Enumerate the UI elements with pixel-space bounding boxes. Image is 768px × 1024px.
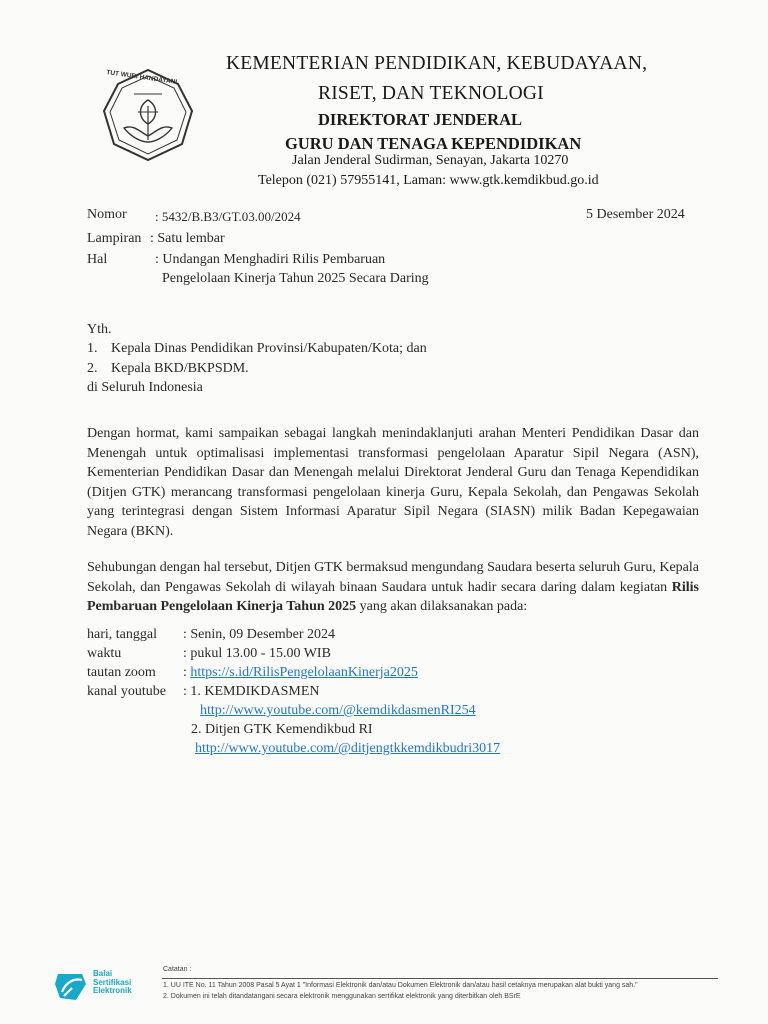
schedule-day-label: hari, tanggal	[87, 627, 157, 642]
bsre-logo-icon	[52, 968, 90, 1004]
schedule-zoom-label: tautan zoom	[87, 665, 156, 680]
schedule-day-value: : Senin, 09 Desember 2024	[183, 627, 336, 642]
letter-date: 5 Desember 2024	[586, 207, 685, 222]
youtube-link-2[interactable]: http://www.youtube.com/@ditjengtkkemdikbudri3017	[195, 741, 501, 756]
hal-value-line2: Pengelolaan Kinerja Tahun 2025 Secara Daring	[162, 271, 429, 286]
youtube-channel-1: : 1. KEMDIKDASMEN	[183, 684, 320, 699]
nomor-label: Nomor	[87, 207, 127, 222]
event-name: Rilis Pembaruan Pengelolaan Kinerja Tahun 2025	[87, 579, 699, 614]
youtube-channel-2: 2. Ditjen GTK Kemendikbud RI	[191, 722, 373, 737]
recipient-2-number: 2.	[87, 361, 98, 376]
letterhead-contact: Telepon (021) 57955141, Laman: www.gtk.kemdikbud.go.id	[258, 173, 599, 188]
lampiran-label: Lampiran	[87, 231, 142, 246]
recipient-1-number: 1.	[87, 341, 98, 356]
hal-label: Hal	[87, 252, 108, 267]
ministry-name-line2: RISET, DAN TEKNOLOGI	[318, 83, 544, 104]
yth: Yth.	[87, 322, 112, 337]
schedule-time-value: : pukul 13.00 - 15.00 WIB	[183, 646, 331, 661]
footer-catatan: Catatan :	[163, 966, 192, 973]
recipient-1: Kepala Dinas Pendidikan Provinsi/Kabupaten/Kota; dan	[111, 341, 427, 356]
directorate-line2: GURU DAN TENAGA KEPENDIDIKAN	[285, 134, 582, 153]
schedule-youtube-label: kanal youtube	[87, 684, 166, 699]
footer-note-2: 2. Dokumen ini telah ditandatangani secara elektronik menggunakan sertifikat elektronik yang diterbitkan oleh BSrE	[163, 993, 521, 1000]
recipient-2: Kepala BKD/BKPSDM.	[111, 361, 249, 376]
directorate-line1: DIREKTORAT JENDERAL	[318, 110, 523, 129]
footer-note-1: 1. UU ITE No. 11 Tahun 2008 Pasal 5 Ayat 1 "Informasi Elektronik dan/atau Dokumen Elektronik dan/atau hasil cetaknya merupakan alat bukti yang sah."	[163, 982, 638, 989]
hal-value-line1: : Undangan Menghadiri Rilis Pembaruan	[155, 252, 386, 267]
body-paragraph-1: Dengan hormat, kami sampaikan sebagai langkah menindaklanjuti arahan Menteri Pendidikan Dasar dan Menengah untuk optimalisasi implementasi transformasi pengelolaan Aparatur Sipil Negara (ASN), Kementerian Pendidikan Dasar dan Menengah melalui Direktorat Jenderal Guru dan Tenaga Kependidikan (Ditjen GTK) merancang transformasi pengelolaan kinerja Guru, Kepala Sekolah, dan Pengawas Sekolah yang terintegrasi dengan Sistem Informasi Aparatur Sipil Negara (SIASN) milik Badan Kepegawaian Negara (BKN).	[87, 426, 699, 539]
recipient-location: di Seluruh Indonesia	[87, 380, 203, 395]
letterhead-address: Jalan Jenderal Sudirman, Senayan, Jakarta 10270	[292, 153, 569, 168]
footer-divider	[162, 978, 718, 979]
lampiran-value: : Satu lembar	[150, 231, 225, 246]
nomor-value: : 5432/B.B3/GT.03.00/2024	[155, 209, 301, 224]
zoom-link[interactable]: https://s.id/RilisPengelolaanKinerja2025	[190, 665, 418, 680]
zoom-row: : https://s.id/RilisPengelolaanKinerja2025	[183, 665, 418, 680]
youtube-link-1[interactable]: http://www.youtube.com/@kemdikdasmenRI254	[200, 703, 476, 718]
ministry-name-line1: KEMENTERIAN PENDIDIKAN, KEBUDAYAAN,	[226, 53, 648, 74]
schedule-time-label: waktu	[87, 646, 122, 661]
body-paragraph-2: Sehubungan dengan hal tersebut, Ditjen GTK bermaksud mengundang Saudara beserta seluruh Guru, Kepala Sekolah, dan Pengawas Sekolah di wilayah binaan Saudara untuk hadir secara daring dalam kegiatan Rilis Pembaruan Pengelolaan Kinerja Tahun 2025 yang akan dilaksanakan pada:	[87, 560, 699, 614]
bsre-badge-text: Balai Sertifikasi Elektronik	[93, 969, 132, 995]
logo-motto: TUT WURI HANDAYANI	[105, 69, 178, 86]
